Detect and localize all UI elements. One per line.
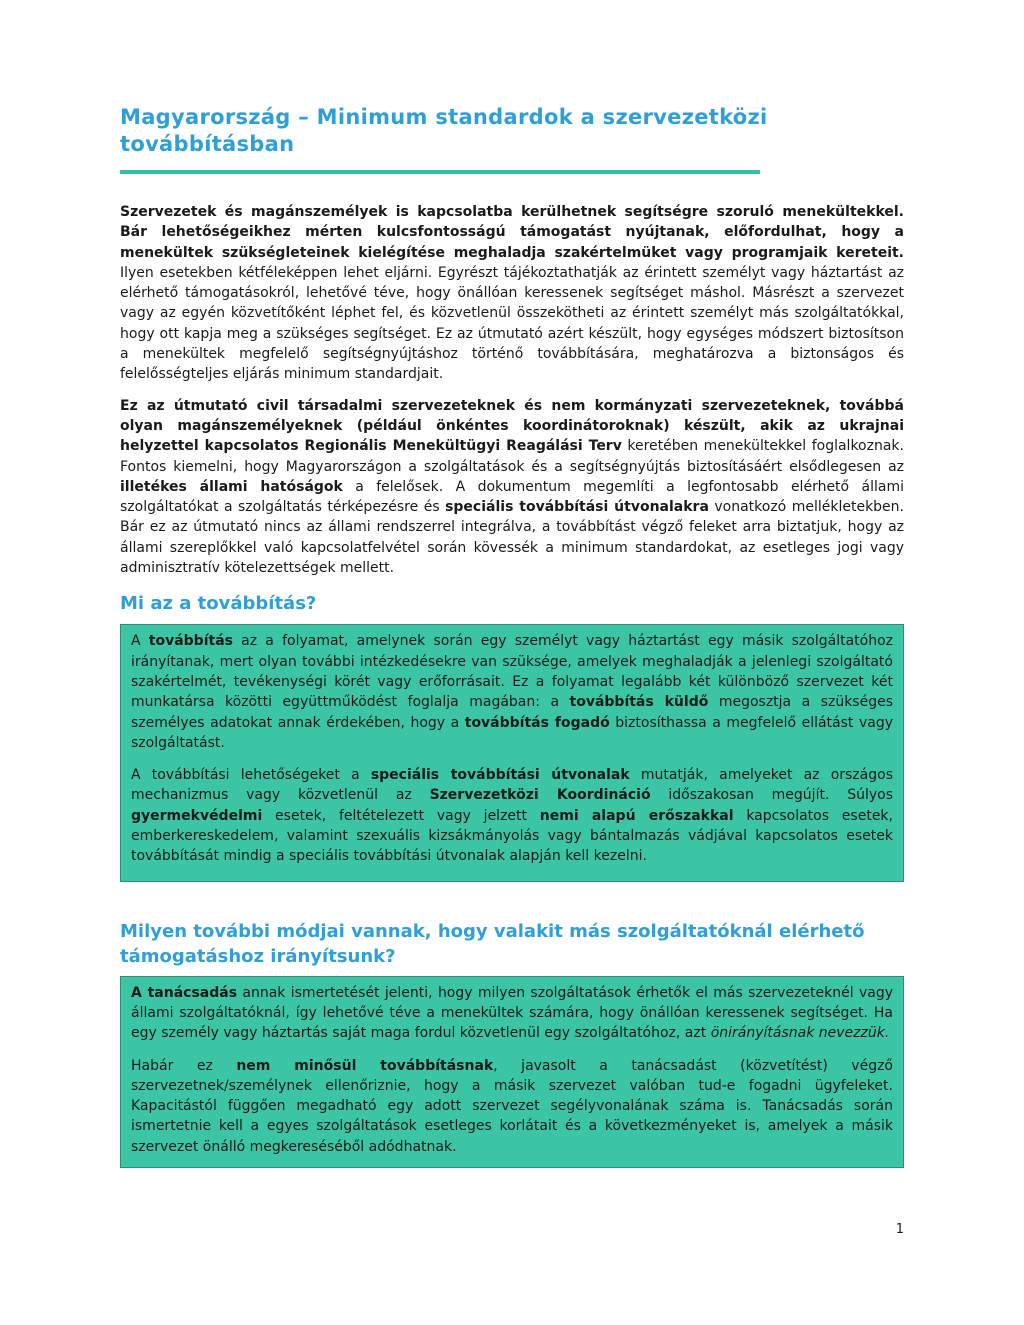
- s1-b1-a: A: [131, 633, 149, 650]
- intro-p2-text-c: a felelősek. A dokumentum megemlíti a legfontosabb elérhető állami szolgáltatókat a szolgáltatás térképezésre és: [120, 478, 904, 516]
- s1-b2-e: időszakosan megújít. Súlyos: [650, 787, 894, 804]
- s1-b2-g: esetek, feltételezett vagy jelzett: [262, 807, 540, 824]
- referral-definition-box: [120, 624, 904, 881]
- document-page: [120, 104, 904, 1168]
- intro-p2-text-a: keretében menekültekkel foglalkoznak. Fontos kiemelni, hogy Magyarországon a szolgáltatások és a segítségnyújtás biztosításáért elsődlegesen az: [120, 438, 904, 475]
- intro-p2-bold-d: speciális továbbítási útvonalakra: [445, 499, 709, 516]
- s1-b1-b: továbbítás: [148, 633, 233, 650]
- s2-b1-b: annak ismertetését jelenti, hogy milyen szolgáltatások érhetők el más szervezeteknél vagy állami szolgáltatóknál, így lehetővé téve a menekültek számára, hogy önállóan keressenek segítséget. Ha egy személy vagy háztartás saját maga fordul közvetlenül egy szolgáltatóhoz, azt: [131, 984, 893, 1042]
- s1-b2-a: A továbbítási lehetőségeket a: [131, 767, 371, 784]
- s2-b2-c: , javasolt a tanácsadást (közvetítést) végző szervezetnek/személynek ellenőriznie, hogy a másik szervezet valóban tud-e fogadni ügyfeleket. Kapacitástól függően megadható egy adott szervezet segélyvonalának száma is. Tanácsadás során ismertetnie kell a egyes szolgáltatások esetleges korlátait és a következményeket is, amelyek a másik szervezet önálló megkereséséből adódhatnak.: [131, 1057, 893, 1155]
- intro-paragraph-2: [120, 396, 904, 579]
- intro-p1-text: Ilyen esetekben kétféleképpen lehet eljárni. Egyrészt tájékoztathatják az érintett személyt vagy háztartást az elérhető támogatásokról, lehetővé téve, hogy önállóan keressenek segítséget máshol. Másrészt a szervezet vagy az egyén közvetítőként léphet fel, és közvetlenül összekötheti az érintett személyt más szolgáltatókkal, hogy ott kapja meg a szükséges segítséget. Ez az útmutató azért készült, hogy egységes módszert biztosítson a menekültek megfelelő segítségnyújtáshoz történő továbbítására, meghatározva a biztonságos és felelősségteljes eljárás minimum standardjait.: [120, 264, 904, 383]
- document-title: Magyarország – Minimum standardok a szervezetközi továbbításban: [120, 105, 768, 156]
- title-underline: [120, 170, 760, 174]
- counselling-box-paragraph-2: [131, 1056, 893, 1157]
- s1-b2-c: mutatják, amelyeket az országos mechanizmus vagy közvetlenül az: [131, 767, 893, 804]
- referral-box-paragraph-2: [131, 765, 893, 866]
- page-number: 1: [895, 1222, 904, 1237]
- counselling-box-paragraph-1: [131, 983, 893, 1044]
- s1-b2-h: nemi alapú erőszakkal: [539, 807, 734, 824]
- s1-b2-f: gyermekvédelmi: [131, 807, 263, 824]
- intro-p1-bold: Szervezetek és magánszemélyek is kapcsolatba kerülhetnek segítségre szoruló menekültekkel. Bár lehetőségeikhez mérten kulcsfontosságú támogatást nyújtanak, előfordulhat, hogy a menekültek szükségleteinek kielégítése meghaladja szakértelmüket vagy programjaik kereteit.: [120, 204, 904, 261]
- intro-paragraph-1: [120, 202, 904, 385]
- s1-b1-d: továbbítás küldő: [569, 694, 709, 711]
- s2-b2-a: Habár ez: [131, 1057, 237, 1074]
- s2-b1-c: önirányításnak nevezzük.: [710, 1025, 890, 1042]
- s2-b1-a: A tanácsadás: [131, 984, 238, 1001]
- s1-b1-g: biztosíthassa a megfelelő ellátást vagy szolgáltatást.: [131, 714, 893, 751]
- s1-b2-b: speciális továbbítási útvonalak: [370, 767, 630, 784]
- s1-b1-c: az a folyamat, amelynek során egy személyt vagy háztartást egy másik szolgáltatóhoz irányítanak, mert olyan további intézkedésekre van szüksége, amelyek meghaladják a jelenlegi szolgáltató szakértelmét, tevékenységi körét vagy erőforrásait. Ez a folyamat legalább két különböző szervezet két munkatársa közötti együttműködést foglalja magában: a: [131, 633, 894, 711]
- s1-b2-d: Szervezetközi Koordináció: [429, 787, 651, 804]
- s1-b2-i: kapcsolatos esetek, emberkereskedelem, valamint szexuális kizsákmányolás vagy bántalmazás vádjával kapcsolatos esetek továbbítását mindig a speciális továbbítási útvonalak alapján kell kezelni.: [131, 807, 893, 865]
- section-heading-referral: Mi az a továbbítás?: [120, 593, 317, 615]
- intro-p2-text-e: vonatkozó mellékletekben. Bár ez az útmutató nincs az állami rendszerrel integrálva, a továbbítást végző feleket arra biztatjuk, hogy az állami szereplőkkel való kapcsolatfelvétel során kövessék a minimum standardokat, az esetleges jogi vagy adminisztratív kötelezettségek mellett.: [120, 499, 904, 577]
- referral-box-paragraph-1: [131, 631, 893, 753]
- counselling-box: [120, 976, 904, 1168]
- intro-p2-bold: Ez az útmutató civil társadalmi szervezeteknek és nem kormányzati szervezeteknek, továbbá olyan magánszemélyeknek (például önkéntes koordinátoroknak) készült, akik az ukrajnai helyzettel kapcsolatos Regionális Menekültügyi Reagálási Terv: [120, 397, 904, 455]
- s1-b1-e: megosztja a szükséges személyes adatokat annak érdekében, hogy a: [131, 694, 893, 731]
- section-heading-other-ways: Milyen további módjai vannak, hogy valakit más szolgáltatóknál elérhető támogatáshoz irányítsunk?: [120, 920, 865, 967]
- s2-b2-b: nem minősül továbbításnak: [236, 1057, 494, 1074]
- intro-p2-bold-b: illetékes állami hatóságok: [120, 478, 343, 495]
- intro-section: [120, 202, 904, 578]
- s1-b1-f: továbbítás fogadó: [464, 714, 610, 731]
